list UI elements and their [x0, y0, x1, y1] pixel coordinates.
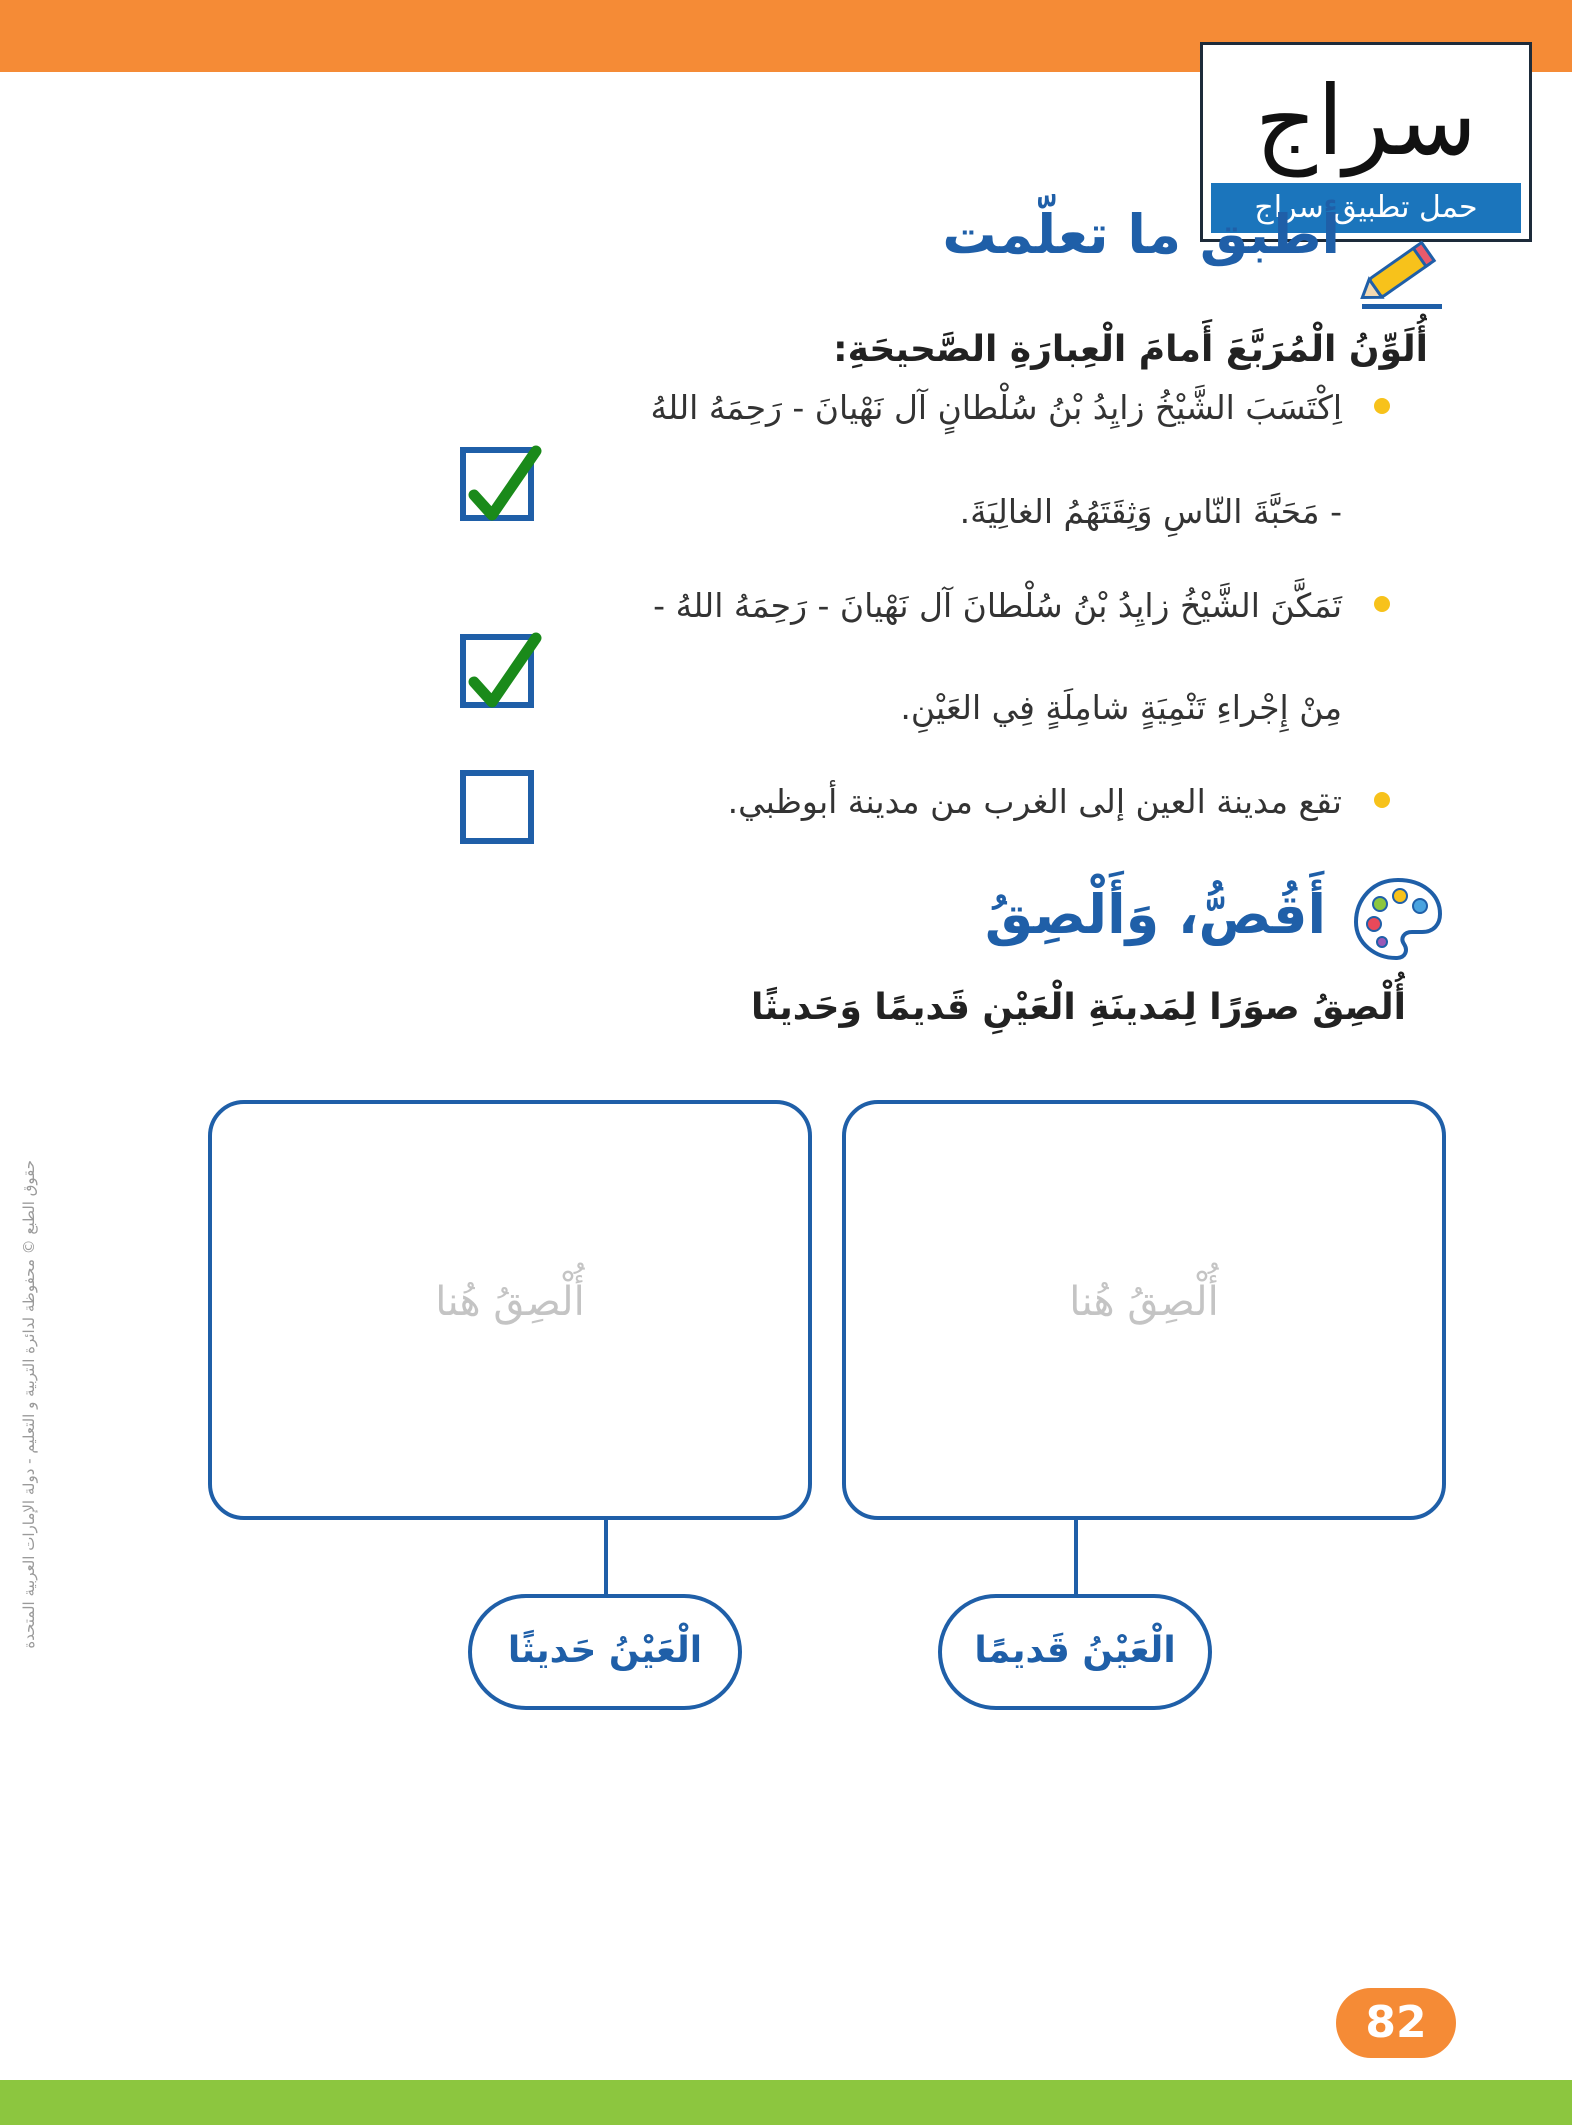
item3-line1: تقع مدينة العين إلى الغرب من مدينة أبوظبي.: [727, 782, 1342, 821]
checkmark-icon: [464, 437, 544, 527]
connector-line: [604, 1520, 608, 1596]
bullet-icon: [1374, 792, 1390, 808]
palette-icon: [1348, 870, 1448, 970]
copyright-note: حقوق الطبع © محفوظة لدائرة التربية و التعليم - دولة الإمارات العربية المتحدة: [20, 1160, 38, 1649]
logo-main-text: سراج: [1254, 65, 1478, 177]
bullet-icon: [1374, 398, 1390, 414]
checkbox-item1[interactable]: [460, 447, 534, 521]
checkbox-item2[interactable]: [460, 634, 534, 708]
footer-bar: [0, 2080, 1572, 2125]
label-new-alain: الْعَيْنُ حَديثًا: [468, 1594, 742, 1710]
bullet-icon: [1374, 596, 1390, 612]
item2-line2: مِنْ إِجْراءِ تَنْمِيَةٍ شامِلَةٍ فِي العَيْنِ.: [900, 688, 1342, 727]
paste-box-old[interactable]: [842, 1100, 1446, 1520]
section-title-apply: أطبق ما تعلّمت: [942, 203, 1340, 266]
label-old-alain: الْعَيْنُ قَديمًا: [938, 1594, 1212, 1710]
paste-box-new[interactable]: [208, 1100, 812, 1520]
connector-line: [1074, 1520, 1078, 1596]
page-number: 82: [1336, 1988, 1456, 2058]
section1-instruction: أُلَوِّنُ الْمُرَبَّعَ أَمامَ الْعِبارَةِ الصَّحيحَةِ:: [833, 329, 1428, 370]
item1-line1: اِكْتَسَبَ الشَّيْخُ زايِدُ بْنُ سُلْطانٍ آل نَهْيانَ - رَحِمَهُ اللهُ: [650, 388, 1342, 427]
logo-tagline: حمل تطبيق سراج: [1211, 183, 1521, 233]
section-title-cut-paste: أَقُصُّ، وَأَلْصِقُ: [984, 883, 1326, 946]
pencil-icon: [1352, 232, 1442, 312]
item1-line2: - مَحَبَّةَ النّاسِ وَثِقَتَهُمُ الغالِيَةَ.: [959, 492, 1342, 531]
paste-hint: أُلْصِقُ هُنا: [1069, 1279, 1219, 1325]
checkmark-icon: [464, 624, 544, 714]
checkbox-item3[interactable]: [460, 770, 534, 844]
item2-line1: تَمَكَّنَ الشَّيْخُ زايِدُ بْنُ سُلْطانَ آل نَهْيانَ - رَحِمَهُ اللهُ -: [653, 586, 1342, 625]
section2-instruction: أُلْصِقُ صوَرًا لِمَدينَةِ الْعَيْنِ قَديمًا وَحَديثًا: [750, 987, 1406, 1028]
paste-hint: أُلْصِقُ هُنا: [435, 1279, 585, 1325]
